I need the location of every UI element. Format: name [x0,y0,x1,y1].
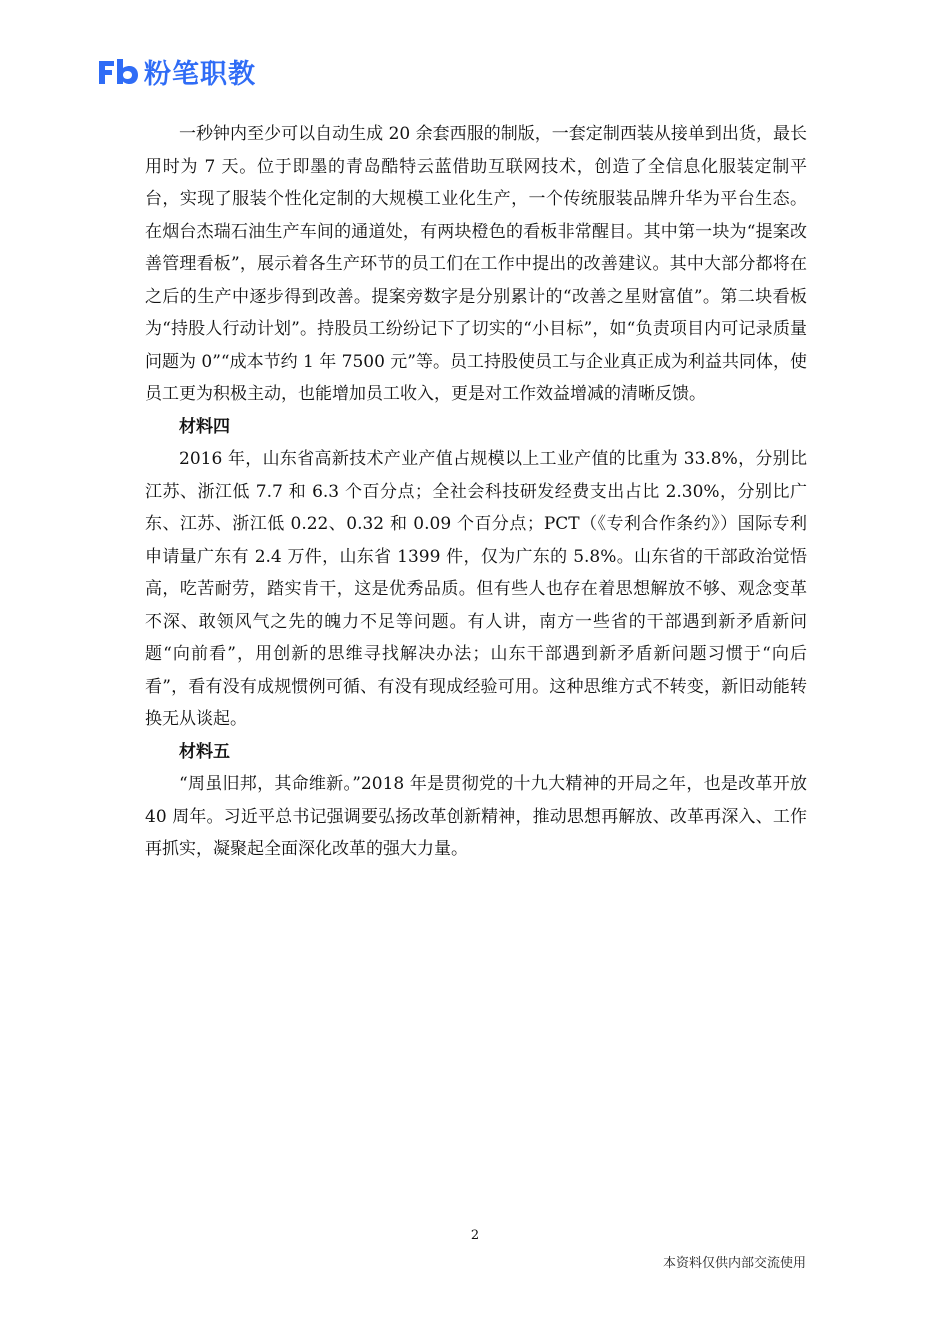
paragraph-material-5: “周虽旧邦，其命维新。”2018 年是贯彻党的十九大精神的开局之年，也是改革开放 40 周年。习近平总书记强调要弘扬改革创新精神，推动思想再解放、改革再深入、工作再抓实，凝聚起全面深化改革的强大力量。 [145,774,807,859]
heading-material-4: 材料四 [179,416,230,437]
page-number: 2 [470,1228,480,1243]
paragraph-material-4: 2016 年，山东省高新技术产业产值占规模以上工业产值的比重为 33.8%，分别比江苏、浙江低 7.7 和 6.3 个百分点；全社会科技研发经费支出占比 2.30%，分别比广东、江苏、浙江低 0.22、0.32 和 0.09 个百分点；PCT（《专利合作条约》）国际专利申请量广东有 2.4 万件，山东省 1399 件，仅为广东的 5.8%。山东省的干部政治觉悟高，吃苦耐劳，踏实肯干，这是优秀品质。但有些人也存在着思想解放不够、观念变革不深、敢领风气之先的魄力不足等问题。有人讲，南方一些省的干部遇到新矛盾新问题“向前看”，用创新的思维寻找解决办法；山东干部遇到新矛盾新问题习惯于“向后看”，看有没有成规惯例可循、有没有现成经验可用。这种思维方式不转变，新旧动能转换无从谈起。 [145,449,807,729]
brand-logo [96,52,256,91]
paragraph-material-3-continued: 一秒钟内至少可以自动生成 20 余套西服的制版，一套定制西装从接单到出货，最长用时为 7 天。位于即墨的青岛酷特云蓝借助互联网技术，创造了全信息化服装定制平台，实现了服装个性化定制的大规模工业化生产，一个传统服装品牌升华为平台生态。在烟台杰瑞石油生产车间的通道处，有两块橙色的看板非常醒目。其中第一块为“提案改善管理看板”，展示着各生产环节的员工们在工作中提出的改善建议。其中大部分都将在之后的生产中逐步得到改善。提案旁数字是分别累计的“改善之星财富值”。第二块看板为“持股人行动计划”。持股员工纷纷记下了切实的“小目标”，如“负责项目内可记录质量问题为 0”“成本节约 1 年 7500 元”等。员工持股使员工与企业真正成为利益共同体，使员工更为积极主动，也能增加员工收入，更是对工作效益增减的清晰反馈。 [145,124,807,404]
footer-note: 本资料仅供内部交流使用 [662,1256,806,1271]
brand-name: 粉笔职教 [144,59,256,90]
heading-material-5: 材料五 [179,741,230,762]
fenbi-logo-icon [96,54,140,90]
document-body [145,118,807,866]
